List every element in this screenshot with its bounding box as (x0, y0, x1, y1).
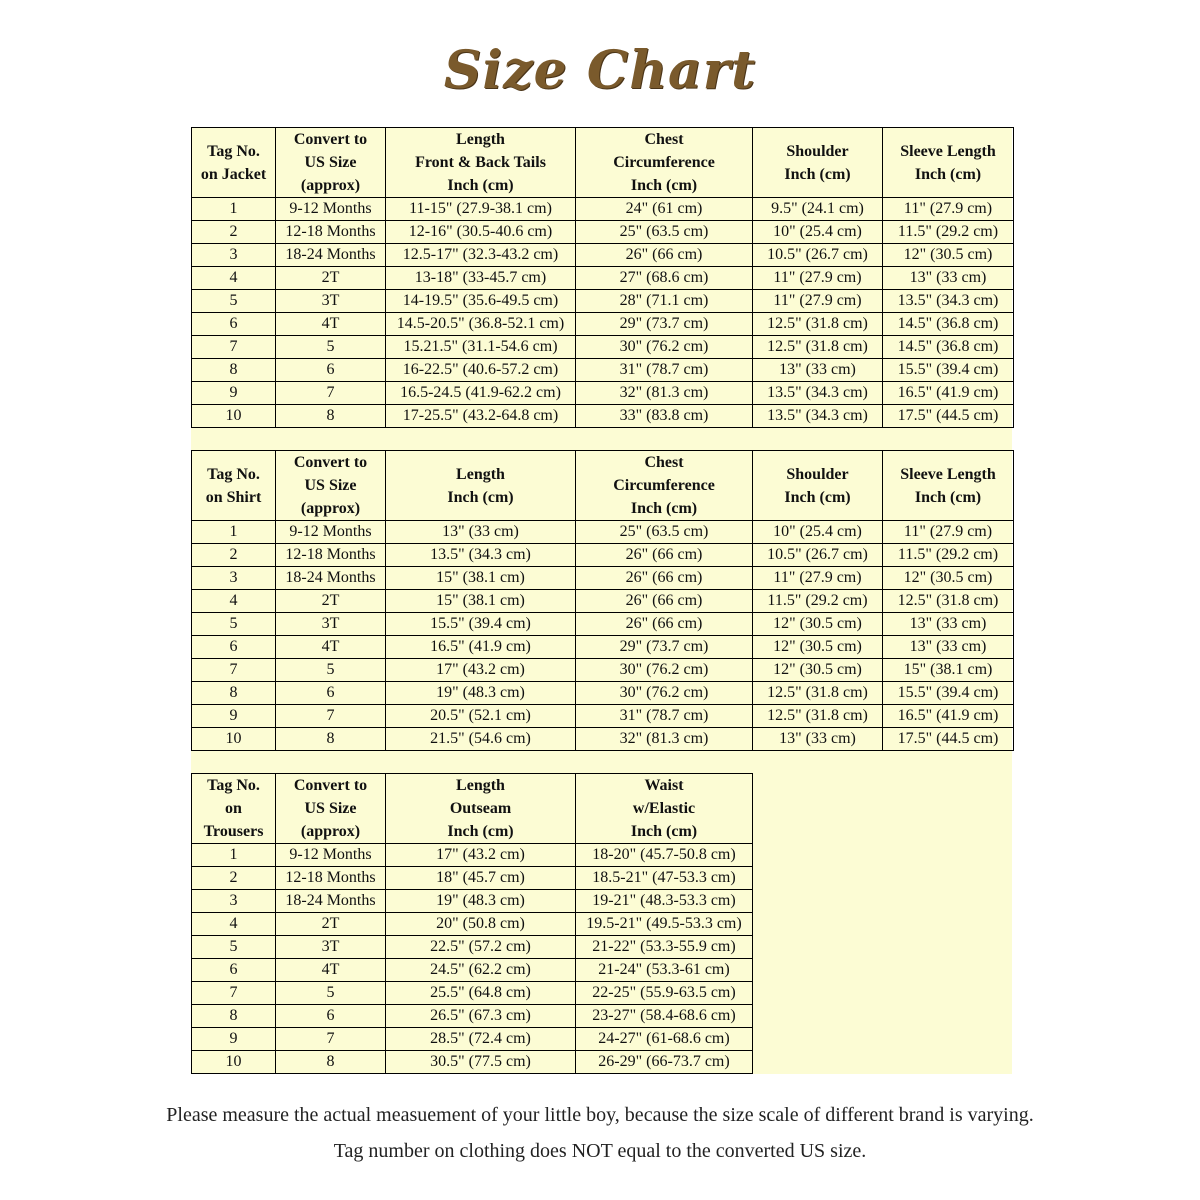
table-cell: 10 (192, 728, 276, 751)
table-cell: 26" (66 cm) (576, 244, 753, 267)
column-header-line: Inch (cm) (914, 165, 982, 183)
table-cell: 12" (30.5 cm) (883, 244, 1014, 267)
table-cell: 4 (192, 913, 276, 936)
table-cell: 26" (66 cm) (576, 567, 753, 590)
table-row (192, 613, 1014, 636)
table-cell: 24" (61 cm) (576, 198, 753, 221)
table-cell: 11-15" (27.9-38.1 cm) (386, 198, 576, 221)
table-row (192, 659, 1014, 682)
table-cell: 6 (276, 682, 386, 705)
table-cell: 27" (68.6 cm) (576, 267, 753, 290)
table-cell: 2 (192, 544, 276, 567)
table-cell: 12.5" (31.8 cm) (753, 313, 883, 336)
column-header (753, 451, 883, 521)
column-header-line: Sleeve Length (900, 142, 996, 160)
table-cell: 3 (192, 567, 276, 590)
column-header (276, 774, 386, 844)
table-row (192, 359, 1014, 382)
table-cell: 16-22.5" (40.6-57.2 cm) (386, 359, 576, 382)
column-header-line: Chest (644, 454, 684, 471)
table-row (192, 590, 1014, 613)
table-cell: 19" (48.3 cm) (386, 682, 576, 705)
table-cell: 9 (192, 382, 276, 405)
table-cell: 5 (276, 659, 386, 682)
column-header-line: Chest (644, 131, 684, 148)
table-cell: 4T (276, 313, 386, 336)
table-cell: 12.5" (31.8 cm) (753, 336, 883, 359)
table-cell: 24-27" (61-68.6 cm) (576, 1028, 753, 1051)
column-header-line: US Size (304, 154, 357, 171)
table-cell: 8 (276, 728, 386, 751)
table-cell: 18-24 Months (276, 567, 386, 590)
table-cell: 16.5" (41.9 cm) (386, 636, 576, 659)
table-cell: 6 (192, 959, 276, 982)
table-cell: 30.5" (77.5 cm) (386, 1051, 576, 1074)
table-cell: 7 (276, 1028, 386, 1051)
table-cell: 22-25" (55.9-63.5 cm) (576, 982, 753, 1005)
column-header (276, 451, 386, 521)
table-cell: 17-25.5" (43.2-64.8 cm) (386, 405, 576, 428)
table-cell: 14-19.5" (35.6-49.5 cm) (386, 290, 576, 313)
table-cell: 12-18 Months (276, 544, 386, 567)
table-cell: 14.5" (36.8 cm) (883, 336, 1014, 359)
table-cell: 12-16" (30.5-40.6 cm) (386, 221, 576, 244)
column-header-line: Circumference (613, 477, 715, 494)
table-cell: 15" (38.1 cm) (386, 590, 576, 613)
column-header-line: Tag No. (207, 777, 260, 794)
table-cell: 10" (25.4 cm) (753, 221, 883, 244)
column-header-line: (approx) (300, 177, 361, 194)
table-cell: 29" (73.7 cm) (576, 636, 753, 659)
table-cell: 6 (192, 636, 276, 659)
column-header-line: Circumference (613, 154, 715, 171)
shirt-size-table (191, 450, 1014, 751)
table-cell: 9 (192, 1028, 276, 1051)
table-header-row (192, 774, 753, 844)
table-cell: 7 (276, 382, 386, 405)
table-cell: 30" (76.2 cm) (576, 659, 753, 682)
table-cell: 6 (276, 1005, 386, 1028)
table-cell: 17.5" (44.5 cm) (883, 405, 1014, 428)
table-cell: 5 (276, 336, 386, 359)
table-cell: 8 (192, 1005, 276, 1028)
table-cell: 12" (30.5 cm) (753, 659, 883, 682)
column-header (883, 128, 1014, 198)
table-cell: 4 (192, 267, 276, 290)
column-header (576, 774, 753, 844)
table-cell: 24.5" (62.2 cm) (386, 959, 576, 982)
column-header (386, 774, 576, 844)
table-cell: 15.5" (39.4 cm) (386, 613, 576, 636)
table-cell: 13" (33 cm) (883, 613, 1014, 636)
table-cell: 17" (43.2 cm) (386, 844, 576, 867)
table-cell: 11.5" (29.2 cm) (753, 590, 883, 613)
table-cell: 11" (27.9 cm) (883, 198, 1014, 221)
table-cell: 18-20" (45.7-50.8 cm) (576, 844, 753, 867)
column-header-line: on Jacket (200, 165, 267, 183)
table-cell: 7 (192, 336, 276, 359)
column-header-line: US Size (304, 800, 357, 817)
table-cell: 3T (276, 290, 386, 313)
table-cell: 13.5" (34.3 cm) (386, 544, 576, 567)
column-header-line: (approx) (300, 500, 361, 517)
table-cell: 13.5" (34.3 cm) (883, 290, 1014, 313)
table-cell: 17.5" (44.5 cm) (883, 728, 1014, 751)
table-cell: 9 (192, 705, 276, 728)
table-cell: 9-12 Months (276, 198, 386, 221)
table-cell: 10.5" (26.7 cm) (753, 544, 883, 567)
table-cell: 7 (276, 705, 386, 728)
column-header-line: on (225, 800, 242, 817)
table-cell: 11.5" (29.2 cm) (883, 221, 1014, 244)
table-cell: 26" (66 cm) (576, 544, 753, 567)
table-cell: 10 (192, 405, 276, 428)
table-cell: 2 (192, 221, 276, 244)
table-cell: 12-18 Months (276, 867, 386, 890)
table-cell: 13" (33 cm) (883, 636, 1014, 659)
table-cell: 20" (50.8 cm) (386, 913, 576, 936)
table-cell: 7 (192, 659, 276, 682)
table-cell: 10" (25.4 cm) (753, 521, 883, 544)
table-cell: 2T (276, 913, 386, 936)
table-cell: 30" (76.2 cm) (576, 682, 753, 705)
table-cell: 15.5" (39.4 cm) (883, 359, 1014, 382)
table-cell: 9.5" (24.1 cm) (753, 198, 883, 221)
table-cell: 1 (192, 521, 276, 544)
table-cell: 31" (78.7 cm) (576, 359, 753, 382)
table-cell: 19.5-21" (49.5-53.3 cm) (576, 913, 753, 936)
table-cell: 8 (276, 1051, 386, 1074)
table-row (192, 567, 1014, 590)
table-cell: 30" (76.2 cm) (576, 336, 753, 359)
table-row (192, 1051, 753, 1074)
table-cell: 7 (192, 982, 276, 1005)
table-cell: 13" (33 cm) (883, 267, 1014, 290)
column-header-line: Inch (cm) (784, 488, 851, 506)
table-cell: 3T (276, 613, 386, 636)
table-row (192, 913, 753, 936)
table-cell: 5 (192, 936, 276, 959)
table-cell: 9-12 Months (276, 521, 386, 544)
column-header-line: Waist (644, 777, 684, 794)
table-row (192, 982, 753, 1005)
page-title: Size Chart (443, 40, 757, 101)
table-cell: 28.5" (72.4 cm) (386, 1028, 576, 1051)
table-row (192, 1005, 753, 1028)
table-cell: 25.5" (64.8 cm) (386, 982, 576, 1005)
column-header (576, 128, 753, 198)
table-cell: 32" (81.3 cm) (576, 728, 753, 751)
table-cell: 2T (276, 267, 386, 290)
column-header-line: Outseam (449, 800, 512, 817)
table-row (192, 198, 1014, 221)
table-row (192, 521, 1014, 544)
table-cell: 4 (192, 590, 276, 613)
measurement-note: Please measure the actual measuement of your little boy, because the size scale of different brand is varying. (166, 1104, 1034, 1126)
table-cell: 1 (192, 198, 276, 221)
table-row (192, 336, 1014, 359)
column-header-line: Inch (cm) (447, 488, 514, 506)
table-cell: 5 (192, 290, 276, 313)
table-cell: 31" (78.7 cm) (576, 705, 753, 728)
column-header-line: Length (456, 777, 505, 794)
column-header-line: Shoulder (786, 142, 849, 160)
table-cell: 6 (276, 359, 386, 382)
table-cell: 28" (71.1 cm) (576, 290, 753, 313)
column-header (386, 451, 576, 521)
table-cell: 10.5" (26.7 cm) (753, 244, 883, 267)
column-header-line: Inch (cm) (630, 823, 698, 840)
column-header-line: Shoulder (786, 465, 849, 483)
table-cell: 22.5" (57.2 cm) (386, 936, 576, 959)
table-cell: 4T (276, 636, 386, 659)
table-cell: 19-21" (48.3-53.3 cm) (576, 890, 753, 913)
column-header-line: Sleeve Length (900, 465, 996, 483)
table-cell: 8 (276, 405, 386, 428)
column-header-line: Inch (cm) (630, 500, 698, 517)
table-row (192, 682, 1014, 705)
column-header-line: Convert to (293, 131, 368, 148)
table-cell: 26.5" (67.3 cm) (386, 1005, 576, 1028)
table-cell: 11" (27.9 cm) (753, 267, 883, 290)
table-cell: 21-24" (53.3-61 cm) (576, 959, 753, 982)
table-cell: 16.5" (41.9 cm) (883, 705, 1014, 728)
column-header-line: Inch (cm) (914, 488, 982, 506)
column-header-line: Tag No. (207, 142, 260, 160)
table-cell: 11.5" (29.2 cm) (883, 544, 1014, 567)
column-header (883, 451, 1014, 521)
table-cell: 21-22" (53.3-55.9 cm) (576, 936, 753, 959)
table-cell: 11" (27.9 cm) (883, 521, 1014, 544)
table-cell: 25" (63.5 cm) (576, 521, 753, 544)
table-cell: 18-24 Months (276, 890, 386, 913)
table-cell: 12" (30.5 cm) (883, 567, 1014, 590)
table-cell: 18-24 Months (276, 244, 386, 267)
table-cell: 12.5" (31.8 cm) (883, 590, 1014, 613)
table-cell: 15" (38.1 cm) (883, 659, 1014, 682)
table-row (192, 890, 753, 913)
table-cell: 33" (83.8 cm) (576, 405, 753, 428)
table-cell: 12" (30.5 cm) (753, 636, 883, 659)
table-cell: 16.5-24.5 (41.9-62.2 cm) (386, 382, 576, 405)
table-cell: 8 (192, 359, 276, 382)
table-row (192, 844, 753, 867)
table-cell: 23-27" (58.4-68.6 cm) (576, 1005, 753, 1028)
table-row (192, 313, 1014, 336)
table-row (192, 728, 1014, 751)
table-cell: 12.5-17" (32.3-43.2 cm) (386, 244, 576, 267)
table-cell: 32" (81.3 cm) (576, 382, 753, 405)
table-cell: 16.5" (41.9 cm) (883, 382, 1014, 405)
table-row (192, 867, 753, 890)
table-row (192, 290, 1014, 313)
table-cell: 3T (276, 936, 386, 959)
column-header (576, 451, 753, 521)
jacket-size-table (191, 127, 1014, 428)
table-cell: 6 (192, 313, 276, 336)
table-header-row (192, 451, 1014, 521)
table-cell: 11" (27.9 cm) (753, 290, 883, 313)
table-cell: 26-29" (66-73.7 cm) (576, 1051, 753, 1074)
column-header-line: Inch (cm) (630, 177, 698, 194)
table-cell: 18" (45.7 cm) (386, 867, 576, 890)
column-header-line: w/Elastic (632, 800, 696, 817)
table-cell: 3 (192, 890, 276, 913)
table-cell: 14.5" (36.8 cm) (883, 313, 1014, 336)
table-cell: 29" (73.7 cm) (576, 313, 753, 336)
table-cell: 15.21.5" (31.1-54.6 cm) (386, 336, 576, 359)
table-cell: 13" (33 cm) (753, 728, 883, 751)
table-cell: 4T (276, 959, 386, 982)
table-row (192, 405, 1014, 428)
column-header-line: Convert to (293, 454, 368, 471)
table-cell: 9-12 Months (276, 844, 386, 867)
column-header-line: Inch (cm) (447, 177, 514, 194)
table-cell: 13.5" (34.3 cm) (753, 382, 883, 405)
tag-number-note: Tag number on clothing does NOT equal to the converted US size. (333, 1140, 867, 1162)
table-cell: 15" (38.1 cm) (386, 567, 576, 590)
column-header-line: Inch (cm) (784, 165, 851, 183)
column-header-line: Length (456, 131, 505, 148)
table-cell: 19" (48.3 cm) (386, 890, 576, 913)
table-cell: 21.5" (54.6 cm) (386, 728, 576, 751)
column-header (753, 128, 883, 198)
table-cell: 12" (30.5 cm) (753, 613, 883, 636)
table-cell: 13" (33 cm) (753, 359, 883, 382)
table-cell: 17" (43.2 cm) (386, 659, 576, 682)
column-header-line: Length (456, 465, 505, 483)
column-header (192, 451, 276, 521)
table-cell: 13-18" (33-45.7 cm) (386, 267, 576, 290)
table-cell: 20.5" (52.1 cm) (386, 705, 576, 728)
table-cell: 26" (66 cm) (576, 590, 753, 613)
table-cell: 12.5" (31.8 cm) (753, 682, 883, 705)
table-cell: 8 (192, 682, 276, 705)
column-header (192, 128, 276, 198)
column-header-line: Trousers (203, 823, 264, 840)
trousers-size-table (191, 773, 753, 1074)
table-row (192, 959, 753, 982)
table-row (192, 544, 1014, 567)
column-header (386, 128, 576, 198)
table-cell: 18.5-21" (47-53.3 cm) (576, 867, 753, 890)
table-cell: 2 (192, 867, 276, 890)
table-cell: 14.5-20.5" (36.8-52.1 cm) (386, 313, 576, 336)
table-cell: 26" (66 cm) (576, 613, 753, 636)
table-row (192, 636, 1014, 659)
column-header (276, 128, 386, 198)
column-header-line: (approx) (300, 823, 361, 840)
table-row (192, 267, 1014, 290)
table-row (192, 382, 1014, 405)
table-cell: 13" (33 cm) (386, 521, 576, 544)
column-header-line: US Size (304, 477, 357, 494)
column-header-line: Tag No. (207, 465, 260, 483)
table-cell: 3 (192, 244, 276, 267)
column-header-line: on Shirt (205, 488, 262, 506)
table-row (192, 1028, 753, 1051)
table-cell: 13.5" (34.3 cm) (753, 405, 883, 428)
table-cell: 25" (63.5 cm) (576, 221, 753, 244)
table-cell: 11" (27.9 cm) (753, 567, 883, 590)
column-header-line: Inch (cm) (447, 823, 514, 840)
table-cell: 5 (276, 982, 386, 1005)
column-header-line: Convert to (293, 777, 368, 794)
column-header-line: Front & Back Tails (415, 154, 546, 171)
table-cell: 12-18 Months (276, 221, 386, 244)
table-cell: 15.5" (39.4 cm) (883, 682, 1014, 705)
table-row (192, 221, 1014, 244)
table-row (192, 244, 1014, 267)
table-header-row (192, 128, 1014, 198)
table-cell: 1 (192, 844, 276, 867)
table-row (192, 936, 753, 959)
table-cell: 2T (276, 590, 386, 613)
table-cell: 12.5" (31.8 cm) (753, 705, 883, 728)
table-row (192, 705, 1014, 728)
table-cell: 5 (192, 613, 276, 636)
column-header (192, 774, 276, 844)
table-cell: 10 (192, 1051, 276, 1074)
